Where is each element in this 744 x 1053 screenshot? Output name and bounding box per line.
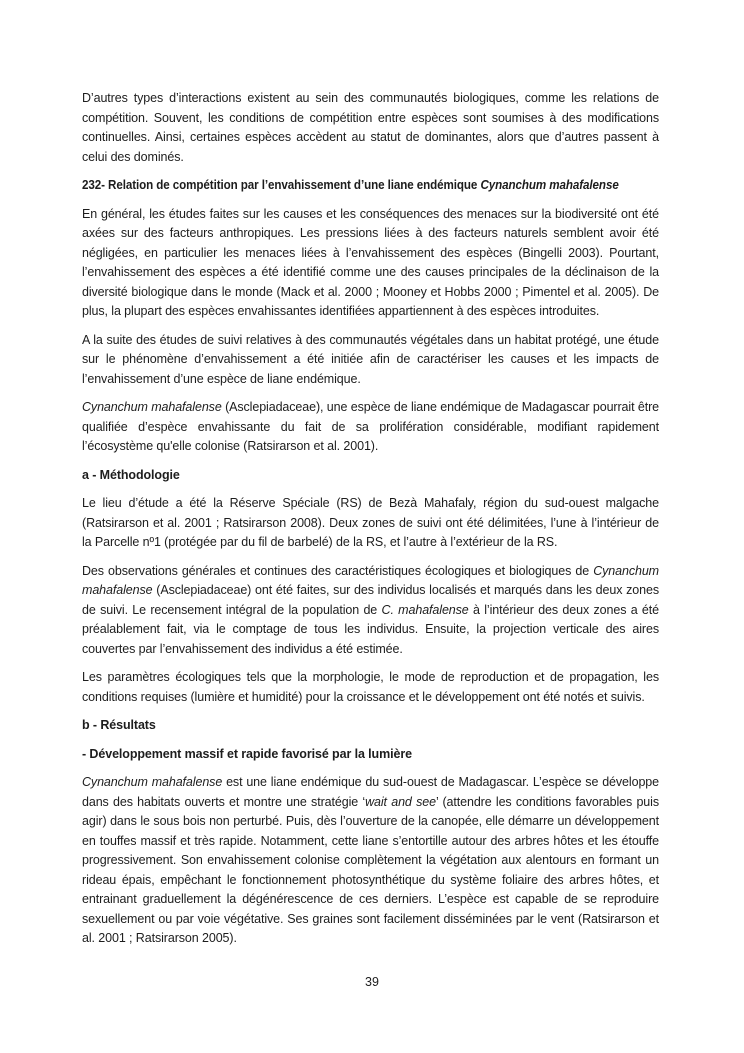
paragraph-parametres-ecologiques (82, 668, 659, 707)
heading-text: 232- Relation de compétition par l’envahissement d’une liane endémique (82, 178, 481, 192)
text-run: A la suite des études de suivi relatives à des communautés végétales dans un habitat protégé, une étude sur le phénomène d’envahissement a été initiée afin de caractériser les causes et les impacts de l’envahissement d’une espèce de liane endémique. (82, 332, 659, 386)
heading-methodologie (82, 466, 659, 486)
text-run: En général, les études faites sur les causes et les conséquences des menaces sur la biodiversité ont été axées sur des facteurs anthropiques. Les pressions liées à des facteurs naturels semblent avoir été négligées, en particulier les menaces liées à l’envahissement des espèces (Bingelli 2003). Pourtant, l’envahissement des espèces a été identifié comme une des causes principales de la déclinaison de la diversité biologique dans le monde (Mack et al. 2000 ; Mooney et Hobbs 2000 ; Pimentel et al. 2005). De plus, la plupart des espèces envahissantes identifiées appartiennent à des espèces introduites. (82, 206, 659, 318)
text-run: ’ (attendre les conditions favorables puis agir) dans le sous bois non perturbé. Puis, dès l’ouverture de la canopée, elle démarre un développement en touffes massif et très rapide. Notamment, cette liane s’entortille autour des arbres hôtes et les étouffe progressivement. Son envahissement colonise complètement la végétation aux alentours en formant un rideau épais, empêchant le fonctionnement photosynthétique du système foliaire des arbres hôtes, et entrainant graduellement la dégénérescence de ces derniers. L’espèce est capable de se reproduire sexuellement ou par voie végétative. Ses graines sont facilement disséminées par le vent (Ratsirarson et al. 2001 ; Ratsirarson 2005). (82, 794, 659, 945)
text-run: est une liane endémique du sud-ouest de Madagascar. L’espèce se développe dans des habitats ouverts et montre une stratégie ‘ (82, 775, 659, 809)
heading-resultats (82, 716, 659, 736)
heading-line (82, 176, 619, 196)
species-name: Cynanchum mahafalense (82, 775, 223, 789)
text-run: Les paramètres écologiques tels que la morphologie, le mode de reproduction et de propagation, les conditions requises (lumière et humidité) pour la croissance et le développement ont été notés et suivis. (82, 670, 659, 704)
paragraph-observations (82, 562, 659, 660)
paragraph-etude-initiee (82, 331, 659, 390)
species-name: C. mahafalense (381, 602, 469, 617)
text-run: D’autres types d’interactions existent au sein des communautés biologiques, comme les relations de compétition. Souvent, les conditions de compétition entre espèces sont soumises à des modifications continuelles. Ainsi, certaines espèces accèdent au statut de dominantes, alors que d’autres passent à celui des dominés. (82, 91, 659, 164)
text-run: (Asclepiadaceae), une espèce de liane endémique de Madagascar pourrait être qualifiée d’espèce envahissante du fait de sa prolifération considérable, modifiant rapidement l’écosystème qu'elle colonise (Ratsirarson et al. 2001). (82, 400, 659, 453)
heading-section-232 (82, 176, 659, 196)
paragraph-developpement-description (82, 773, 659, 949)
heading-text: b - Résultats (82, 718, 156, 732)
text-run: (Asclepiadaceae) ont été faites, sur des individus localisés et marqués dans les deux zones de suivi. Le recensement intégral de la population de (82, 583, 659, 617)
paragraph-intro-competition (82, 89, 659, 167)
paragraph-menaces-biodiversite (82, 205, 659, 322)
document-body (82, 89, 659, 958)
text-run: à l’intérieur des deux zones a été préalablement fait, via le comptage de tous les individus. Ensuite, la projection verticale des aires couvertes par l’envahissement des individus a été estimée. (82, 602, 659, 656)
species-name: Cynanchum mahafalense (82, 563, 659, 597)
heading-developpement-lumiere (82, 745, 659, 765)
species-name: Cynanchum mahafalense (480, 178, 619, 192)
paragraph-lieu-etude (82, 494, 659, 553)
quoted-strategy: wait and see (365, 794, 436, 809)
heading-text: - Développement massif et rapide favorisé par la lumière (82, 746, 412, 761)
paragraph-cynanchum-presentation (82, 398, 659, 457)
text-run: Des observations générales et continues des caractéristiques écologiques et biologiques de (82, 563, 594, 578)
species-name: Cynanchum mahafalense (82, 400, 222, 414)
page-number: 39 (365, 975, 379, 989)
heading-text: a - Méthodologie (82, 467, 180, 482)
text-run: Le lieu d’étude a été la Réserve Spéciale (RS) de Bezà Mahafaly, région du sud-ouest malgache (Ratsirarson et al. 2001 ; Ratsirarson 2008). Deux zones de suivi ont été délimitées, l’une à l’intérieur de la Parcelle nº1 (protégée par du fil de barbelé) de la RS, et l’autre à l’extérieur de la RS. (82, 496, 659, 549)
